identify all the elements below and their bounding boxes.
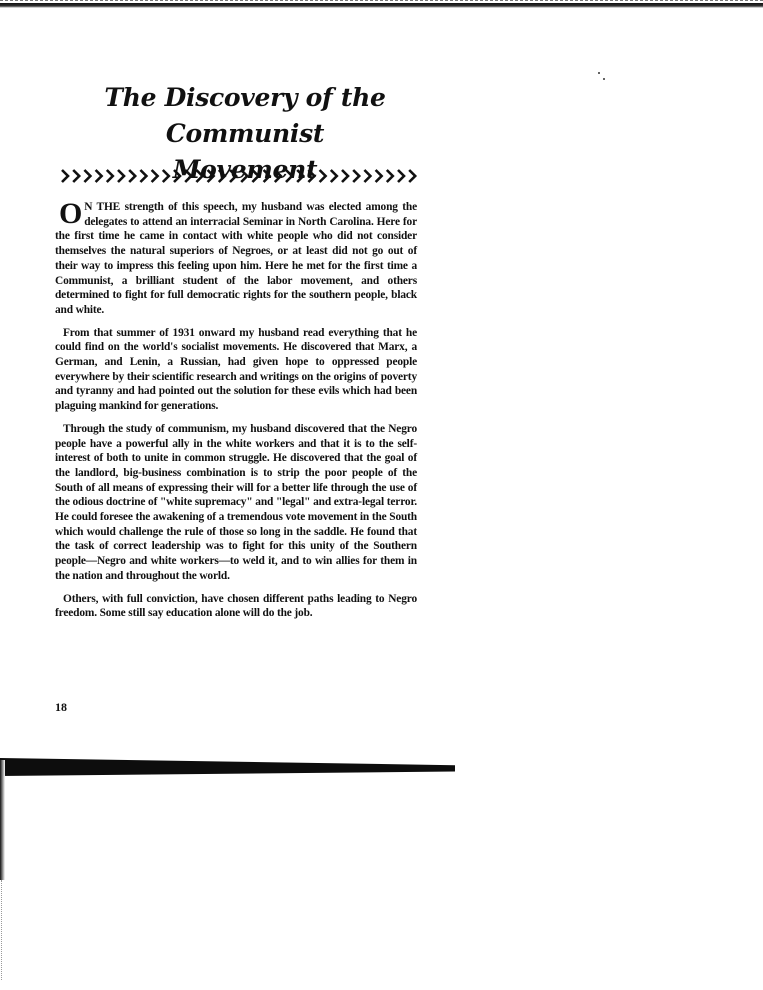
chapter-title-line-1: The Discovery of the Communist <box>104 83 386 148</box>
chapter-body <box>55 197 417 629</box>
chevron-icon <box>230 170 236 182</box>
chevron-icon <box>331 170 337 182</box>
chevron-icon <box>96 170 102 182</box>
paragraph-1-text: strength of this speech, my husband was elected among the delegates to attend an interracial Seminar in North Carolina. Here for the first time he came in contact with white people who did not consider themselves the natural superiors of Negroes, or at least did not go out of their way to impress this feeling upon him. Here he met for the first time a Communist, a brilliant student of the labor movement, and others determined to fight for full democratic rights for the southern people, black and white. <box>55 201 417 316</box>
chevron-icon <box>152 170 158 182</box>
drop-cap: O <box>59 197 83 230</box>
paragraph-1 <box>55 197 417 318</box>
chevron-icon <box>264 170 270 182</box>
scan-bottom-bar <box>0 758 455 776</box>
chevron-icon <box>297 170 303 182</box>
chevron-icon <box>129 170 135 182</box>
chevron-icon <box>308 170 314 182</box>
chevron-icon <box>320 170 326 182</box>
lead-in: N THE <box>84 201 121 213</box>
scan-left-specks <box>1 880 4 980</box>
paragraph-4: Others, with full conviction, have chosen different paths leading to Negro freedom. Some still say education alone will do the job. <box>55 592 417 620</box>
chevron-row-icon <box>60 165 420 187</box>
chevron-icon <box>387 170 393 182</box>
chevron-icon <box>409 170 415 182</box>
chevron-icon <box>364 170 370 182</box>
chevron-icon <box>62 170 68 182</box>
chevron-icon <box>208 170 214 182</box>
paragraph-2: From that summer of 1931 onward my husband read everything that he could find on the world's socialist movements. He discovered that Marx, a German, and Lenin, a Russian, had given hope to oppressed people everywhere by their scientific research and writings on the origins of poverty and tyranny and had pointed out the solution for these evils which had been plaguing mankind for generations. <box>55 326 417 413</box>
chevron-icon <box>118 170 124 182</box>
chevron-icon <box>241 170 247 182</box>
chevron-icon <box>196 170 202 182</box>
chevron-icon <box>107 170 113 182</box>
chevron-icon <box>286 170 292 182</box>
chevron-icon <box>73 170 79 182</box>
scan-speck <box>603 78 605 80</box>
scan-top-edge <box>0 3 763 8</box>
chevron-icon <box>84 170 90 182</box>
page-number: 18 <box>55 700 67 714</box>
scan-left-edge <box>0 760 5 880</box>
chevron-icon <box>398 170 404 182</box>
chevron-icon <box>376 170 382 182</box>
chevron-icon <box>219 170 225 182</box>
chevron-icon <box>163 170 169 182</box>
chevron-icon <box>140 170 146 182</box>
chevron-icon <box>174 170 180 182</box>
chevron-icon <box>275 170 281 182</box>
chevron-icon <box>185 170 191 182</box>
chevron-icon <box>342 170 348 182</box>
chevron-icon <box>252 170 258 182</box>
chapter-title-line-2: Movement <box>172 155 318 184</box>
chevron-icon <box>353 170 359 182</box>
scan-speck <box>598 72 600 74</box>
paragraph-3: Through the study of communism, my husband discovered that the Negro people have a powerful ally in the white workers and that it is to the self-interest of both to unite in common struggle. He discovered that the goal of the landlord, big-business combination is to strip the poor people of the South of all means of expressing their will for a better life through the use of the odious doctrine of "white supremacy" and "legal" and extra-legal terror. He could foresee the awakening of a tremendous vote movement in the South which would challenge the rule of those so long in the saddle. He found that the task of correct leadership was to fight for this unity of the Southern people—Negro and white workers—to weld it, and to win allies for them in the nation and throughout the world. <box>55 422 417 582</box>
